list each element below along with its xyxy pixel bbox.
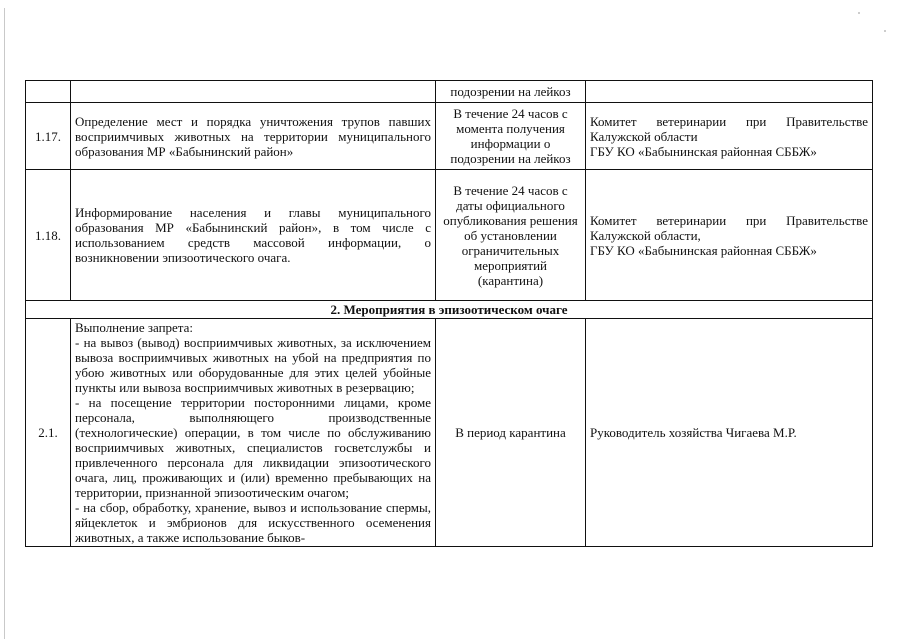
- table-row: [26, 170, 873, 301]
- table-row: [26, 319, 873, 547]
- responsible-line: Комитет ветеринарии при Правительстве Калужской области: [590, 113, 868, 144]
- scan-speck: [858, 12, 860, 14]
- table-row: [26, 103, 873, 170]
- table-row: [26, 81, 873, 103]
- responsible-cell: [586, 81, 873, 103]
- task-cell: Определение мест и порядка уничтожения трупов павших восприимчивых животных на территории муниципального образования МР «Бабынинский район»: [71, 103, 436, 170]
- term-cell: В течение 24 часов с момента получения информации о подозрении на лейкоз: [436, 103, 586, 170]
- scan-edge-line: [4, 8, 5, 639]
- measures-table: [25, 80, 873, 547]
- task-line: - на вывоз (вывод) восприимчивых животных, за исключением вывоза восприимчивых животных на убой на предприятия по убою животных или оборудованные для этих целей убойные пункты или вывоза восприимчивых животных в резервацию;: [75, 335, 431, 395]
- task-cell: [71, 81, 436, 103]
- term-cell: подозрении на лейкоз: [436, 81, 586, 103]
- section-header-row: [26, 301, 873, 319]
- responsible-line: ГБУ КО «Бабынинская районная СББЖ»: [590, 143, 817, 159]
- term-cell: В период карантина: [436, 319, 586, 547]
- task-line: Выполнение запрета:: [75, 320, 194, 335]
- row-number: [26, 81, 71, 103]
- task-cell: Информирование населения и главы муниципального образования МР «Бабынинский район», в том числе с использованием средств массовой информации, о возникновении эпизоотического очага.: [71, 170, 436, 301]
- task-line: - на посещение территории посторонними лицами, кроме персонала, выполняющего производственные (технологические) операции, в том числе по обслуживанию восприимчивых животных, специалистов госветслужбы и привлеченного персонала для ликвидации эпизоотического очага, лиц, проживающих и (или) временно пребывающих на территории, признанной эпизоотическим очагом;: [75, 395, 431, 500]
- responsible-line: ГБУ КО «Бабынинская районная СББЖ»: [590, 242, 817, 258]
- term-cell: В течение 24 часов с даты официального опубликования решения об установлении ограничительных мероприятий (карантина): [436, 170, 586, 301]
- task-line: - на сбор, обработку, хранение, вывоз и использование спермы, яйцеклеток и эмбрионов для искусственного осеменения животных, а также использование быков-: [75, 500, 431, 545]
- responsible-line: Комитет ветеринарии при Правительстве Калужской области,: [590, 212, 868, 243]
- task-cell: [71, 319, 436, 547]
- row-number: 2.1.: [26, 319, 71, 547]
- row-number: 1.17.: [26, 103, 71, 170]
- responsible-cell: Руководитель хозяйства Чигаева М.Р.: [586, 319, 873, 547]
- row-number: 1.18.: [26, 170, 71, 301]
- section-title: 2. Мероприятия в эпизоотическом очаге: [26, 301, 873, 319]
- scan-speck: [884, 30, 886, 32]
- responsible-cell: [586, 170, 873, 301]
- responsible-cell: [586, 103, 873, 170]
